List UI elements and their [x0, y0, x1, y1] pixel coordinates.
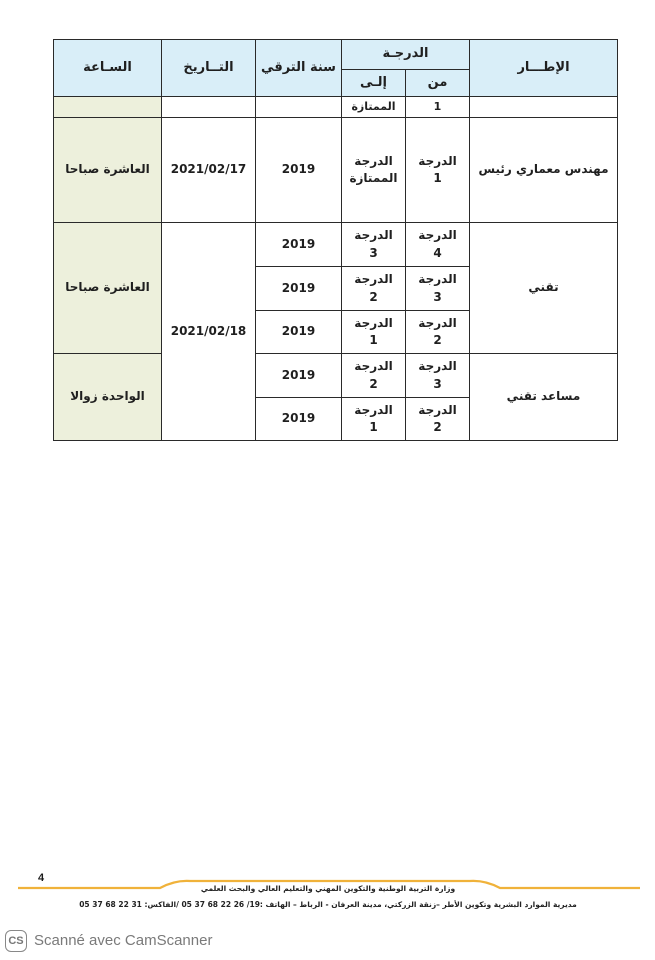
year-cell: 2019 [256, 223, 342, 267]
table-row [54, 97, 618, 118]
grade-to-cell [342, 311, 406, 354]
date-cell [162, 97, 256, 118]
grade-value: 1 [369, 420, 378, 434]
grade-from-cell [406, 118, 470, 223]
year-cell [256, 97, 342, 118]
grade-from-cell [406, 354, 470, 398]
table-header-row [54, 40, 618, 70]
grade-label: الدرجة [418, 402, 457, 417]
year-cell: 2019 [256, 398, 342, 441]
grade-to-cell [342, 118, 406, 223]
footer-address: مديرية الموارد البشرية وتكوين الأطر –زنقة الزركتي، مدينة العرفان - الرباط – الهاتف :19/ 26 22 68 37 05 /الفاكس: 31 22 68 37 05 [79, 900, 577, 909]
camscanner-watermark: Scanné avec CamScanner [34, 932, 213, 949]
grade-from-cell [406, 223, 470, 267]
grade-value: الممتازة [349, 171, 398, 185]
date-cell: 2021/02/18 [162, 223, 256, 441]
grade-label: الدرجة [418, 315, 457, 330]
year-cell: 2019 [256, 354, 342, 398]
time-cell [54, 97, 162, 118]
year-cell: 2019 [256, 118, 342, 223]
grade-value: 2 [369, 376, 378, 391]
frame-cell [470, 97, 618, 118]
grade-label: الدرجة [354, 359, 393, 374]
table-row [54, 118, 618, 223]
grade-value: 1 [369, 333, 378, 347]
grade-value: 2 [369, 289, 378, 304]
header-year: سنة الترقي [256, 40, 342, 97]
grade-label: الدرجة [354, 402, 393, 417]
frame-cell: مهندس معماري رئيس [470, 118, 618, 223]
page-number: 4 [38, 872, 45, 884]
frame-cell: مساعد تقني [470, 354, 618, 441]
grade-value: 1 [433, 171, 442, 185]
footer-ministry: وزارة التربية الوطنية والتكوين المهني والتعليم العالي والبحث العلمي [200, 884, 456, 893]
grade-value: 3 [369, 245, 378, 260]
header-from: من [406, 70, 470, 97]
header-grade: الدرجـة [342, 40, 470, 70]
time-cell: العاشرة صباحا [54, 223, 162, 354]
frame-cell: تقني [470, 223, 618, 354]
grade-to-cell [342, 354, 406, 398]
grade-label: الدرجة [418, 359, 457, 374]
time-cell: الواحدة زوالا [54, 354, 162, 441]
header-time: السـاعة [54, 40, 162, 97]
grade-from-cell [406, 398, 470, 441]
grade-to-cell [342, 223, 406, 267]
grade-label: الدرجة [418, 272, 457, 287]
grade-to-cell [342, 398, 406, 441]
table-row [54, 223, 618, 267]
grade-label: الدرجة [354, 153, 393, 168]
year-cell: 2019 [256, 311, 342, 354]
header-to: إلـى [342, 70, 406, 97]
grade-value: 3 [433, 289, 442, 304]
grade-to-cell [342, 267, 406, 311]
header-frame: الإطـــار [470, 40, 618, 97]
grade-label: الدرجة [418, 153, 457, 168]
grade-label: الدرجة [354, 272, 393, 287]
promotion-schedule-table [53, 39, 618, 441]
header-date: التــاريخ [162, 40, 256, 97]
grade-label: الدرجة [418, 228, 457, 243]
year-cell: 2019 [256, 267, 342, 311]
time-cell: العاشرة صباحا [54, 118, 162, 223]
grade-from-cell [406, 311, 470, 354]
grade-value: 4 [433, 245, 442, 260]
grade-value: 2 [433, 420, 442, 434]
grade-label: الدرجة [354, 315, 393, 330]
grade-from-cell [406, 267, 470, 311]
date-cell: 2021/02/17 [162, 118, 256, 223]
grade-label: الدرجة [354, 228, 393, 243]
grade-from-cell: 1 [406, 97, 470, 118]
table-row [54, 354, 618, 398]
grade-to-cell: الممتازة [342, 97, 406, 118]
grade-value: 2 [433, 333, 442, 347]
grade-value: 3 [433, 376, 442, 391]
camscanner-logo: CS [5, 930, 27, 952]
